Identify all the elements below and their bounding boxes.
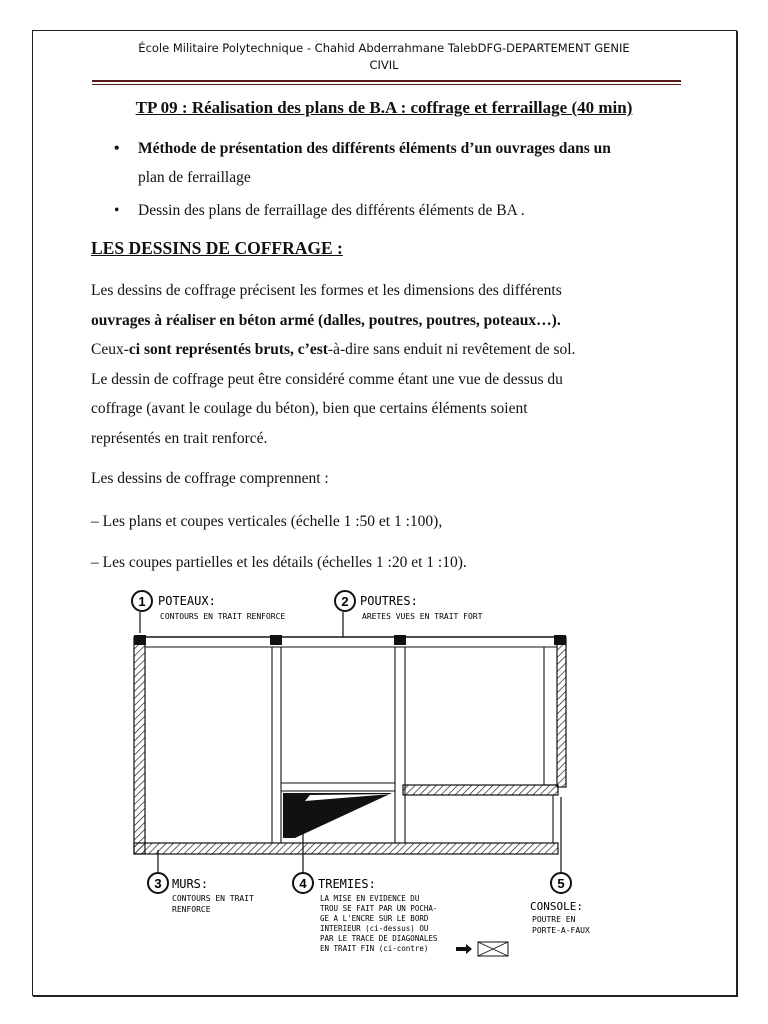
- objective-item-2: [108, 196, 708, 225]
- bullet-icon: •: [114, 202, 120, 219]
- svg-text:EN TRAIT FIN (ci-contre): EN TRAIT FIN (ci-contre): [320, 944, 429, 953]
- list-item-1: – Les plans et coupes verticales (échelle 1 :50 et 1 :100),: [91, 513, 443, 530]
- svg-text:POUTRE EN: POUTRE EN: [532, 915, 576, 924]
- para-line-3c: -à-dire sans enduit ni revêtement de sol.: [327, 341, 576, 358]
- intro-paragraph: [91, 276, 691, 453]
- svg-text:POUTRES:: POUTRES:: [360, 594, 418, 608]
- svg-text:4: 4: [299, 876, 307, 891]
- list-item-2: – Les coupes partielles et les détails (échelles 1 :20 et 1 :10).: [91, 554, 467, 571]
- callout-2: [335, 591, 483, 637]
- walls: [134, 637, 566, 854]
- svg-text:MURS:: MURS:: [172, 877, 209, 891]
- header-rule-thin: [92, 84, 681, 85]
- objective-1-text: Méthode de présentation des différents éléments d’un ouvrages dans un: [138, 140, 611, 157]
- bullet-icon: •: [114, 140, 120, 157]
- document-title: TP 09 : Réalisation des plans de B.A : coffrage et ferraillage (40 min): [135, 98, 633, 117]
- callout-1: [132, 591, 285, 633]
- para-line-6: représentés en trait renforcé.: [91, 429, 268, 447]
- svg-text:PORTE-A-FAUX: PORTE-A-FAUX: [532, 926, 590, 935]
- objectives-list: [108, 134, 708, 225]
- para-line-4: Le dessin de coffrage peut être considéré comme étant une vue de dessus du: [91, 370, 563, 388]
- para-line-2: ouvrages à réaliser en béton armé (dalles, poutres, poutres, poteaux…).: [91, 311, 561, 329]
- svg-text:POTEAUX:: POTEAUX:: [158, 594, 216, 608]
- svg-text:ARETES VUES EN TRAIT FORT: ARETES VUES EN TRAIT FORT: [362, 612, 483, 621]
- section-title: LES DESSINS DE COFFRAGE :: [91, 238, 343, 258]
- header-line-2: CIVIL: [369, 58, 399, 72]
- svg-text:CONTOURS EN TRAIT: CONTOURS EN TRAIT: [172, 894, 254, 903]
- header-line-1: École Militaire Polytechnique - Chahid Abderrahmane TalebDFG-DEPARTEMENT GENIE: [138, 41, 630, 55]
- para-line-5: coffrage (avant le coulage du béton), bien que certains éléments soient: [91, 400, 528, 417]
- page-header: [40, 40, 728, 74]
- callout-3: [148, 850, 254, 914]
- header-rule: [92, 80, 681, 82]
- svg-text:3: 3: [154, 876, 162, 891]
- callout-5: [530, 797, 590, 935]
- svg-text:TROU SE FAIT PAR UN POCHA-: TROU SE FAIT PAR UN POCHA-: [320, 904, 438, 913]
- tremie-hatch: [283, 793, 392, 838]
- callout-4: [293, 820, 508, 956]
- top-beam: [134, 637, 566, 647]
- svg-text:2: 2: [341, 594, 349, 609]
- svg-text:INTERIEUR (ci-dessus) OU: INTERIEUR (ci-dessus) OU: [320, 924, 429, 933]
- objective-2-text: Dessin des plans de ferraillage des différents éléments de BA .: [138, 202, 525, 219]
- svg-text:5: 5: [557, 876, 565, 891]
- objective-item-1: [108, 134, 708, 192]
- svg-text:TREMIES:: TREMIES:: [318, 877, 376, 891]
- svg-text:CONSOLE:: CONSOLE:: [530, 900, 583, 913]
- para-line-3: [91, 335, 691, 365]
- formwork-plan-diagram: [120, 585, 590, 960]
- para-line-1: Les dessins de coffrage précisent les formes et les dimensions des différents: [91, 282, 562, 299]
- svg-text:PAR LE TRACE DE DIAGONALES: PAR LE TRACE DE DIAGONALES: [320, 934, 438, 943]
- svg-text:LA MISE EN EVIDENCE DU: LA MISE EN EVIDENCE DU: [320, 894, 420, 903]
- objective-1-continuation: plan de ferraillage: [138, 169, 251, 186]
- para-line-3b: ci sont représentés bruts, c’est: [128, 341, 328, 358]
- svg-text:CONTOURS EN TRAIT RENFORCE: CONTOURS EN TRAIT RENFORCE: [160, 612, 286, 621]
- list-intro: Les dessins de coffrage comprennent :: [91, 470, 329, 487]
- svg-text:1: 1: [138, 594, 146, 609]
- para-line-3a: Ceux-: [91, 341, 129, 358]
- svg-text:GE A L'ENCRE SUR LE BORD: GE A L'ENCRE SUR LE BORD: [320, 914, 429, 923]
- svg-text:RENFORCE: RENFORCE: [172, 905, 211, 914]
